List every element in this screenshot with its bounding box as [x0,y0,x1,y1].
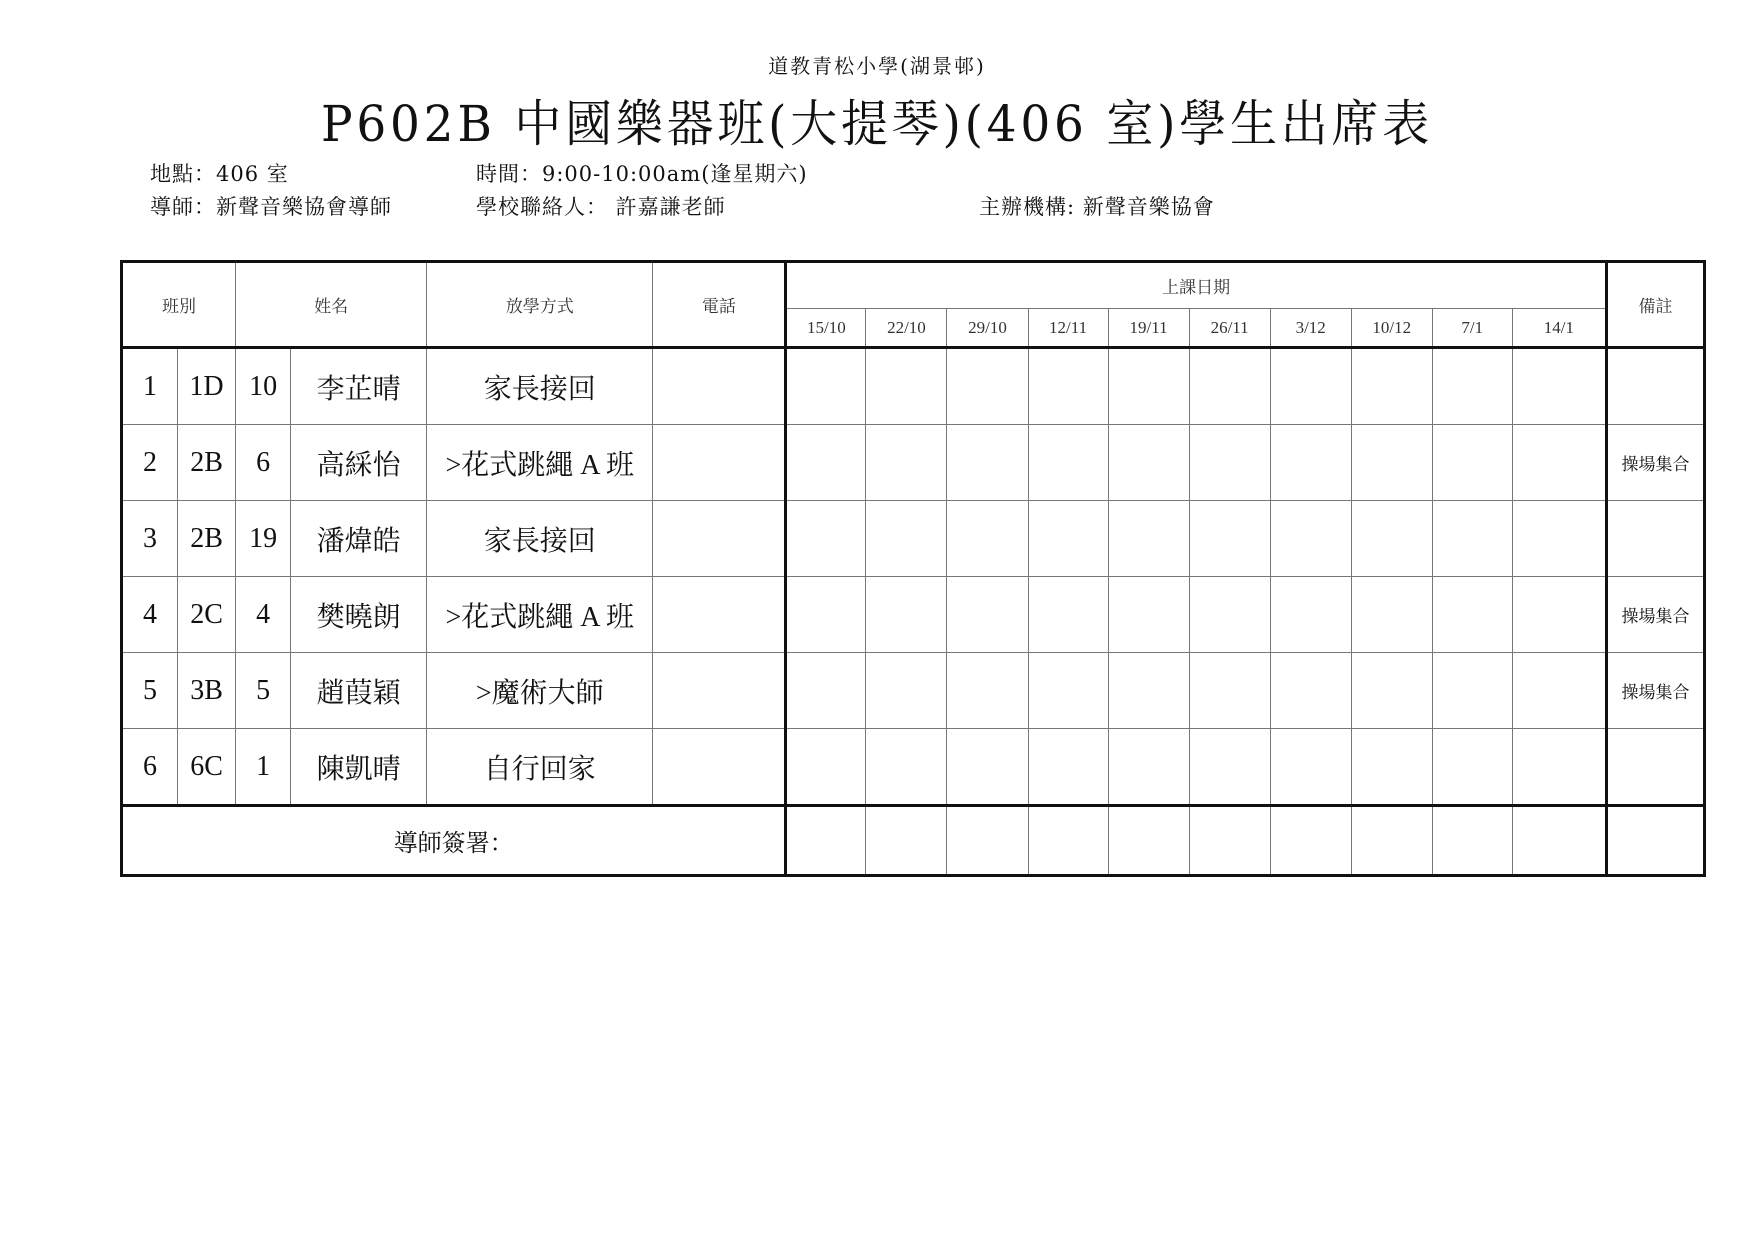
attendance-cell[interactable] [1270,577,1351,653]
attendance-cell[interactable] [1432,729,1512,806]
attendance-cell[interactable] [1108,729,1189,806]
row-number: 4 [122,577,178,653]
attendance-cell[interactable] [1351,348,1432,425]
attendance-cell[interactable] [866,425,947,501]
header-class: 班別 [122,262,236,348]
attendance-cell[interactable] [947,729,1028,806]
page-title: P602B 中國樂器班(大提琴)(406 室)學生出席表 [320,95,1434,153]
row-number: 3 [122,501,178,577]
class-number: 5 [236,653,291,729]
date-header: 15/10 [786,309,866,348]
attendance-cell[interactable] [947,653,1028,729]
attendance-cell[interactable] [1432,501,1512,577]
attendance-cell[interactable] [1108,577,1189,653]
attendance-cell[interactable] [1270,425,1351,501]
attendance-cell[interactable] [1189,348,1270,425]
attendance-cell[interactable] [1028,653,1108,729]
phone-number [653,348,786,425]
attendance-cell[interactable] [866,729,947,806]
date-header: 26/11 [1189,309,1270,348]
attendance-cell[interactable] [1189,729,1270,806]
phone-number [653,425,786,501]
header-dismissal: 放學方式 [427,262,653,348]
organizer-info: 主辦機構: 新聲音樂協會 [979,195,1215,219]
attendance-cell[interactable] [1512,425,1606,501]
remark-cell [1606,501,1704,577]
class-number: 6 [236,425,291,501]
student-class: 3B [178,653,236,729]
school-name: 道教青松小學(湖景邨) [768,54,986,78]
date-header: 12/11 [1028,309,1108,348]
student-class: 2B [178,425,236,501]
attendance-cell[interactable] [1189,653,1270,729]
remark-cell: 操場集合 [1606,653,1704,729]
attendance-cell[interactable] [866,577,947,653]
attendance-cell[interactable] [1512,653,1606,729]
attendance-cell[interactable] [1432,348,1512,425]
attendance-cell[interactable] [1512,501,1606,577]
class-number: 4 [236,577,291,653]
time-info: 時間：9:00-10:00am(逢星期六) [476,162,808,186]
attendance-table [120,260,1706,877]
date-header: 7/1 [1432,309,1512,348]
attendance-cell[interactable] [1108,653,1189,729]
dismissal-method: 家長接回 [427,348,653,425]
header-phone: 電話 [653,262,786,348]
student-class: 1D [178,348,236,425]
student-row [122,501,1705,577]
attendance-cell[interactable] [947,425,1028,501]
student-class: 6C [178,729,236,806]
dismissal-method: 自行回家 [427,729,653,806]
attendance-cell[interactable] [1028,425,1108,501]
student-row [122,653,1705,729]
attendance-cell[interactable] [1028,729,1108,806]
student-row [122,425,1705,501]
phone-number [653,501,786,577]
student-name: 樊曉朗 [291,577,427,653]
attendance-cell[interactable] [786,425,866,501]
attendance-cell[interactable] [947,577,1028,653]
row-number: 6 [122,729,178,806]
date-header: 29/10 [947,309,1028,348]
remark-cell [1606,729,1704,806]
student-class: 2B [178,501,236,577]
attendance-cell[interactable] [1351,729,1432,806]
attendance-cell[interactable] [1108,425,1189,501]
student-name: 陳凱晴 [291,729,427,806]
attendance-cell[interactable] [1432,425,1512,501]
class-number: 10 [236,348,291,425]
header-name: 姓名 [236,262,427,348]
attendance-cell[interactable] [1108,348,1189,425]
student-row [122,577,1705,653]
header-remarks: 備註 [1606,262,1704,348]
tutor-info: 導師：新聲音樂協會導師 [150,195,392,219]
dismissal-method: >花式跳繩 A 班 [427,577,653,653]
attendance-cell[interactable] [866,348,947,425]
attendance-cell[interactable] [947,501,1028,577]
remark-cell [1606,348,1704,425]
student-row [122,348,1705,425]
attendance-cell[interactable] [786,577,866,653]
class-number: 1 [236,729,291,806]
student-name: 李芷晴 [291,348,427,425]
student-name: 潘煒皓 [291,501,427,577]
signature-remark-cell [1606,806,1704,876]
attendance-cell[interactable] [1351,501,1432,577]
signature-cell[interactable] [1432,806,1512,876]
header-dates-group: 上課日期 [786,262,1607,309]
class-number: 19 [236,501,291,577]
attendance-cell[interactable] [1270,501,1351,577]
contact-info: 學校聯絡人： 許嘉謙老師 [476,195,726,219]
phone-number [653,653,786,729]
signature-cell[interactable] [1189,806,1270,876]
row-number: 1 [122,348,178,425]
signature-cell[interactable] [1270,806,1351,876]
signature-label: 導師簽署： [122,806,786,876]
attendance-cell[interactable] [1351,577,1432,653]
student-name: 高綵怡 [291,425,427,501]
remark-cell: 操場集合 [1606,577,1704,653]
date-header: 10/12 [1351,309,1432,348]
attendance-cell[interactable] [1108,501,1189,577]
dismissal-method: >花式跳繩 A 班 [427,425,653,501]
signature-cell[interactable] [1108,806,1189,876]
attendance-cell[interactable] [1512,577,1606,653]
date-header: 19/11 [1108,309,1189,348]
attendance-cell[interactable] [786,501,866,577]
attendance-cell[interactable] [1432,577,1512,653]
attendance-cell[interactable] [866,653,947,729]
attendance-cell[interactable] [1028,577,1108,653]
student-class: 2C [178,577,236,653]
attendance-cell[interactable] [1351,425,1432,501]
attendance-cell[interactable] [1432,653,1512,729]
phone-number [653,729,786,806]
student-name: 趙葭穎 [291,653,427,729]
attendance-cell[interactable] [1270,729,1351,806]
attendance-cell[interactable] [786,348,866,425]
attendance-cell[interactable] [866,501,947,577]
attendance-cell[interactable] [1189,577,1270,653]
date-header: 22/10 [866,309,947,348]
dismissal-method: >魔術大師 [427,653,653,729]
attendance-cell[interactable] [786,729,866,806]
attendance-cell[interactable] [1512,348,1606,425]
attendance-cell[interactable] [1270,348,1351,425]
attendance-cell[interactable] [947,348,1028,425]
remark-cell: 操場集合 [1606,425,1704,501]
attendance-cell[interactable] [786,653,866,729]
location-info: 地點：406 室 [150,162,289,186]
signature-cell[interactable] [786,806,866,876]
phone-number [653,577,786,653]
signature-cell[interactable] [1028,806,1108,876]
date-header: 14/1 [1512,309,1606,348]
attendance-cell[interactable] [1189,425,1270,501]
attendance-cell[interactable] [1189,501,1270,577]
signature-cell[interactable] [1512,806,1606,876]
signature-cell[interactable] [947,806,1028,876]
date-header: 3/12 [1270,309,1351,348]
attendance-cell[interactable] [1028,348,1108,425]
dismissal-method: 家長接回 [427,501,653,577]
attendance-cell[interactable] [1351,653,1432,729]
signature-row [122,806,1705,876]
student-row [122,729,1705,806]
row-number: 5 [122,653,178,729]
attendance-cell[interactable] [1270,653,1351,729]
attendance-cell[interactable] [1512,729,1606,806]
signature-cell[interactable] [866,806,947,876]
signature-cell[interactable] [1351,806,1432,876]
row-number: 2 [122,425,178,501]
attendance-cell[interactable] [1028,501,1108,577]
